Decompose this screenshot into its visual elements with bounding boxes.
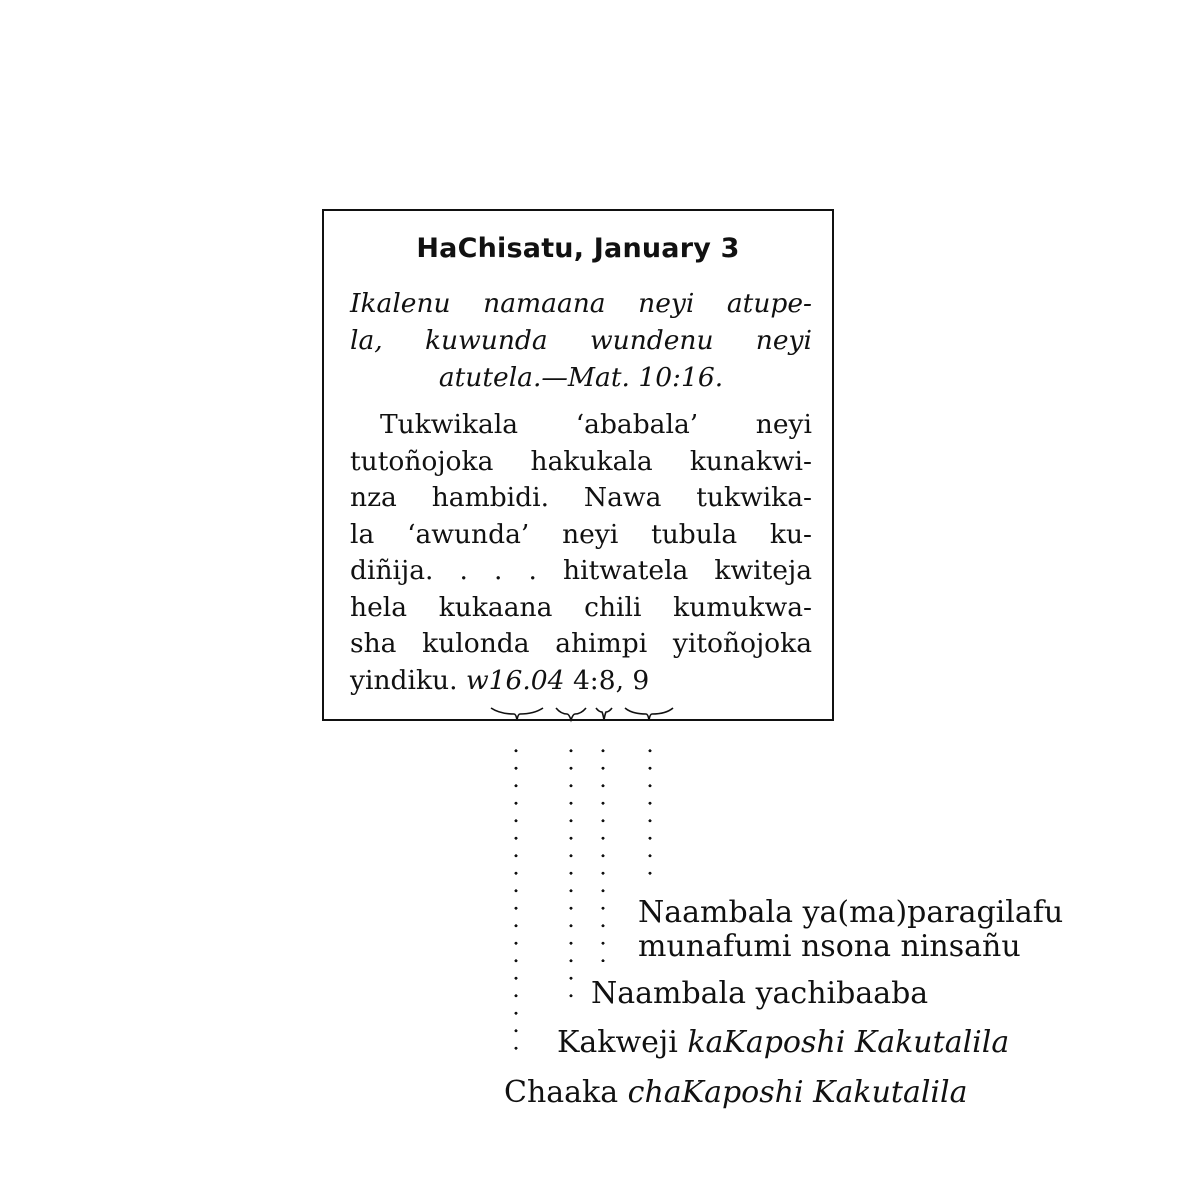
label-issue xyxy=(557,1026,1009,1060)
brace-page xyxy=(596,708,612,720)
comment-line: la ‘awunda’ neyi tubula ku- xyxy=(350,518,812,550)
brace-issue xyxy=(556,708,586,720)
label-year xyxy=(504,1076,968,1110)
brace-year xyxy=(491,708,543,720)
reference-publication: w16.04 xyxy=(465,664,565,696)
label-year-prefix: Chaaka xyxy=(504,1075,619,1110)
date-heading: HaChisatu, January 3 xyxy=(416,233,740,264)
comment-line: diñija. . . . hitwatela kwiteja xyxy=(350,555,812,586)
comment-line: tutoñojoka hakukala kunakwi- xyxy=(350,445,812,477)
brace-paragraphs xyxy=(625,708,673,720)
comment-line: Tukwikala ‘ababala’ neyi xyxy=(380,409,812,440)
comment-line: sha kulonda ahimpi yitoñojoka xyxy=(350,628,812,659)
dotted-leader-page xyxy=(601,742,605,962)
label-issue-italic: kaKaposhi Kakutalila xyxy=(687,1025,1010,1060)
label-year-italic: chaKaposhi Kakutalila xyxy=(627,1075,968,1110)
dotted-leader-issue xyxy=(569,742,573,1010)
comment-line: hela kukaana chili kumukwa- xyxy=(350,591,812,623)
verse-line: Ikalenu namaana neyi atupe- xyxy=(350,288,812,319)
label-issue-prefix: Kakweji xyxy=(557,1025,678,1060)
label-paragraph-numbers-line1: Naambala ya(ma)paragilafu xyxy=(638,895,1064,930)
dotted-leader-paragraphs xyxy=(648,742,652,884)
label-page-number: Naambala yachibaaba xyxy=(591,976,929,1011)
label-paragraph-numbers-line2: munafumi nsona ninsañu xyxy=(638,929,1021,964)
label-paragraph-numbers xyxy=(638,896,1063,964)
verse-line: atutela.—Mat. 10:16. xyxy=(438,362,724,393)
last-line-text: yindiku. xyxy=(350,664,458,696)
verse-line: la, kuwunda wundenu neyi xyxy=(350,325,812,356)
reference-page-paragraph: 4:8, 9 xyxy=(572,664,650,696)
dotted-leader-year xyxy=(514,742,518,1060)
comment-line: nza hambidi. Nawa tukwika- xyxy=(350,482,812,513)
